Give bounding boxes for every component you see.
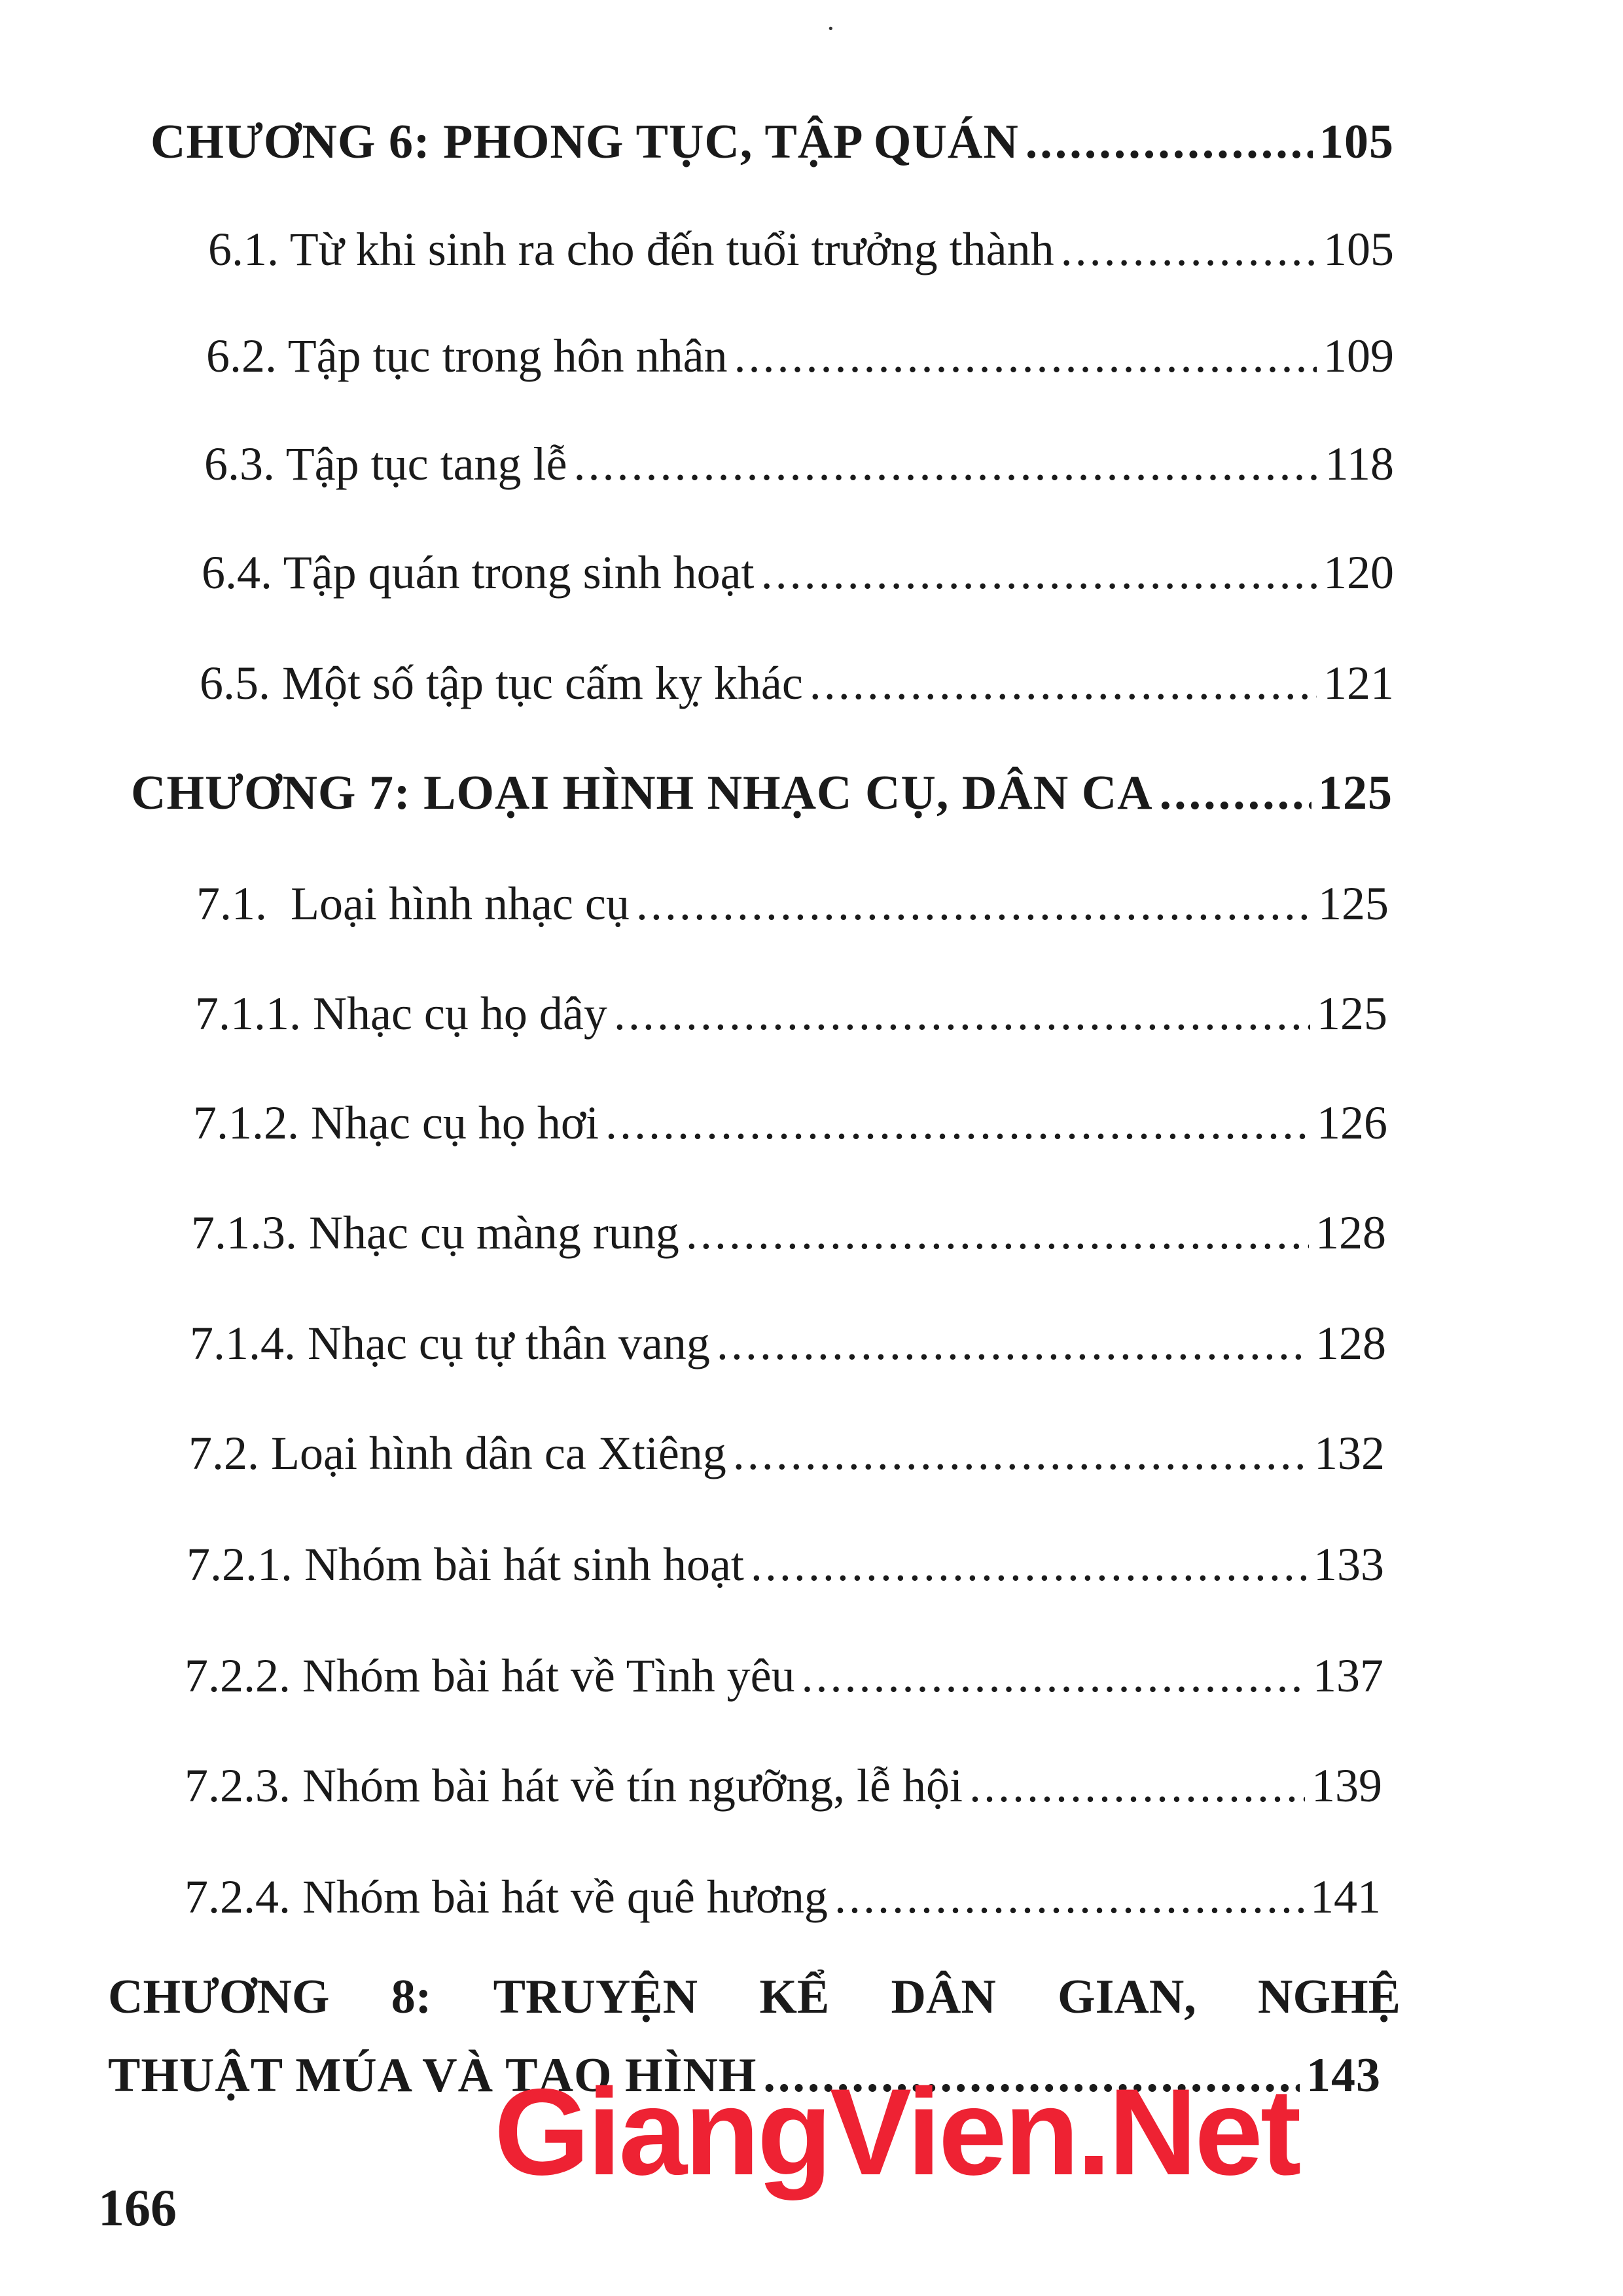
toc-page-number: 125 [1318, 877, 1389, 930]
dot-leader [834, 1870, 1304, 1924]
toc-page-number: 105 [1319, 115, 1394, 169]
toc-entry-6-4 [202, 546, 1394, 600]
ch8-word: 8: [391, 1970, 432, 2024]
ch8-word: KỂ [759, 1970, 830, 2024]
watermark: GiangVien.Net [494, 2063, 1299, 2200]
toc-entry-7-1 [196, 877, 1389, 931]
toc-page-number: 126 [1317, 1097, 1387, 1149]
toc-entry-6-5 [200, 656, 1394, 711]
toc-label: 7.2. Loại hình dân ca Xtiêng [188, 1427, 726, 1479]
stray-dot: · [826, 12, 836, 44]
ch8-word: NGHỆ [1258, 1970, 1400, 2024]
toc-page-number: 125 [1318, 766, 1393, 820]
toc-entry-7-1-4 [190, 1316, 1386, 1371]
toc-label: 7.1.3. Nhạc cụ màng rung [191, 1207, 679, 1259]
toc-page-number: 109 [1323, 330, 1394, 382]
dot-leader [969, 1759, 1305, 1813]
toc-entry-7-2-2 [185, 1649, 1383, 1703]
toc-label: 7.2.1. Nhóm bài hát sinh hoạt [187, 1538, 744, 1591]
toc-entry-6-1 [208, 222, 1394, 277]
toc-chapter-6 [151, 115, 1394, 170]
toc-page-number: 128 [1315, 1317, 1386, 1369]
toc-page-number: 120 [1323, 546, 1394, 599]
ch8-word: CHƯƠNG [108, 1970, 330, 2024]
toc-page-number: 139 [1311, 1759, 1382, 1812]
toc-label: 6.1. Từ khi sinh ra cho đến tuổi trưởng thành [208, 223, 1054, 275]
dot-leader [605, 1096, 1310, 1150]
toc-page-number: 118 [1325, 438, 1394, 490]
toc-label: 7.2.4. Nhóm bài hát về quê hương [185, 1871, 828, 1923]
toc-label: 7.1.4. Nhạc cụ tự thân vang [190, 1317, 710, 1369]
toc-chapter-8-line1 [108, 1969, 1400, 2025]
dot-leader [686, 1206, 1309, 1260]
toc-page-number: 137 [1313, 1650, 1383, 1702]
toc-page-number: 141 [1310, 1871, 1381, 1923]
dot-leader [761, 546, 1317, 600]
ch8-word: TRUYỆN [493, 1970, 698, 2024]
toc-label: 7.1. Loại hình nhạc cụ [196, 877, 630, 930]
toc-entry-6-3 [204, 437, 1394, 491]
dot-leader [614, 987, 1310, 1041]
toc-label: 7.1.1. Nhạc cụ họ dây [195, 987, 607, 1040]
toc-entry-7-1-1 [195, 987, 1387, 1041]
toc-entry-7-1-2 [193, 1096, 1387, 1150]
ch8-word: GIAN, [1058, 1970, 1196, 2024]
dot-leader [810, 656, 1317, 711]
dot-leader [733, 1426, 1308, 1481]
dot-leader [717, 1316, 1309, 1371]
dot-leader [1061, 222, 1317, 277]
dot-leader [1160, 766, 1311, 821]
toc-entry-7-1-3 [191, 1206, 1386, 1260]
dot-leader [751, 1538, 1307, 1592]
toc-label: 6.5. Một số tập tục cấm kỵ khác [200, 657, 803, 709]
toc-entry-6-2 [206, 329, 1394, 383]
toc-label: THUẬT MÚA VÀ TẠO HÌNH [108, 2049, 757, 2102]
toc-page-number: 121 [1323, 657, 1394, 709]
dot-leader [636, 877, 1311, 931]
dot-leader [1026, 115, 1313, 170]
toc-page-number: 105 [1323, 223, 1394, 275]
toc-chapter-7 [131, 766, 1393, 821]
toc-label: CHƯƠNG 6: PHONG TỤC, TẬP QUÁN [151, 115, 1019, 169]
toc-label: 7.2.3. Nhóm bài hát về tín ngưỡng, lễ hội [185, 1759, 963, 1812]
page-number: 166 [98, 2180, 177, 2237]
toc-entry-7-2 [188, 1426, 1385, 1481]
toc-page-number: 143 [1306, 2049, 1381, 2102]
toc-page-number: 128 [1315, 1207, 1386, 1259]
toc-label: 7.1.2. Nhạc cụ họ hơi [193, 1097, 599, 1149]
toc-label: 7.2.2. Nhóm bài hát về Tình yêu [185, 1650, 795, 1702]
dot-leader [802, 1649, 1306, 1703]
toc-label: CHƯƠNG 7: LOẠI HÌNH NHẠC CỤ, DÂN CA [131, 766, 1153, 820]
toc-page-number: 133 [1313, 1538, 1384, 1591]
toc-page-number: 132 [1314, 1427, 1385, 1479]
dot-leader [574, 437, 1319, 491]
dot-leader [734, 329, 1317, 383]
toc-entry-7-2-4 [185, 1870, 1381, 1924]
toc-entry-7-2-1 [187, 1538, 1384, 1592]
toc-entry-7-2-3 [185, 1759, 1382, 1813]
toc-label: 6.2. Tập tục trong hôn nhân [206, 330, 728, 382]
ch8-word: DÂN [891, 1970, 996, 2024]
toc-label: 6.3. Tập tục tang lễ [204, 438, 567, 490]
toc-page-number: 125 [1317, 987, 1387, 1040]
toc-label: 6.4. Tập quán trong sinh hoạt [202, 546, 755, 599]
